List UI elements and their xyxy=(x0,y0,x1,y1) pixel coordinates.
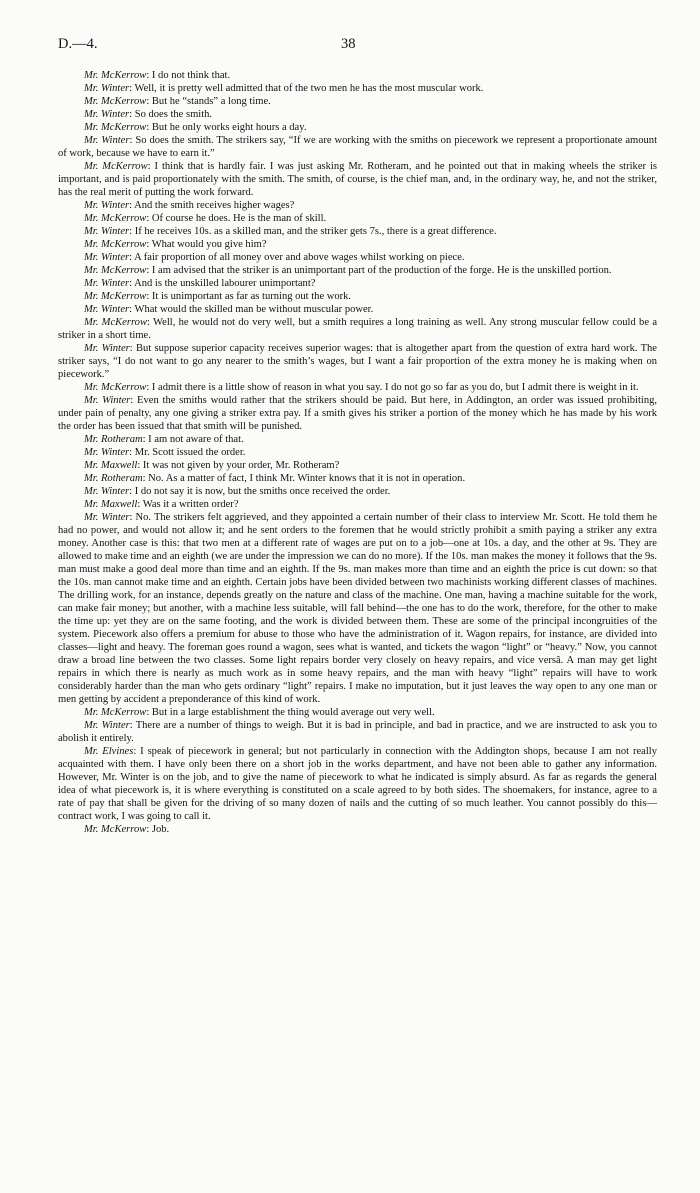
speaker-name: Mr. McKerrow xyxy=(84,96,147,107)
speech-text: I admit there is a little show of reason in what you say. I do not go so far as you do, but I admit there is weight in it. xyxy=(151,382,639,393)
speaker-name: Mr. Winter xyxy=(84,226,130,237)
transcript-paragraph: Mr. Winter: So does the smith. xyxy=(84,109,213,120)
speaker-name: Mr. Winter xyxy=(84,343,130,354)
transcript-paragraph: Mr. Winter: And is the unskilled labourer unimportant? xyxy=(84,278,316,289)
transcript-paragraph: Mr. McKerrow: But in a large establishment the thing would average out very well. xyxy=(84,707,435,718)
speaker-name: Mr. Winter xyxy=(84,200,130,211)
speaker-name: Mr. Winter xyxy=(84,447,130,458)
page-header xyxy=(58,36,657,58)
speech-text: I do not think that. xyxy=(151,70,231,81)
transcript-paragraph: Mr. Winter: I do not say it is now, but the smiths once received the order. xyxy=(84,486,391,497)
speech-text: No. As a matter of fact, I think Mr. Winter knows that it is not in operation. xyxy=(148,473,466,484)
speech-text: If he receives 10s. as a skilled man, and the striker gets 7s., there is a great difference. xyxy=(134,226,497,237)
transcript-paragraph: Mr. McKerrow: Of course he does. He is the man of skill. xyxy=(84,213,327,224)
transcript-paragraph: Mr. McKerrow: I think that is hardly fair. I was just asking Mr. Rotheram, and he pointed out that in making wheels the striker is important, and is paid proportionately with the smith. The smith, of course, is the chief man, and, in the ordinary way, he, and not the striker, has the real merit of putting the work forward. xyxy=(58,161,657,198)
transcript-paragraph: Mr. Maxwell: Was it a written order? xyxy=(84,499,239,510)
transcript-paragraph: Mr. Winter: If he receives 10s. as a skilled man, and the striker gets 7s., there is a great difference. xyxy=(84,226,497,237)
transcript-paragraph: Mr. Winter: So does the smith. The strikers say, “If we are working with the smiths on piecework we represent a proportionate amount of work, because we have to earn it.” xyxy=(58,135,657,159)
transcript-paragraph: Mr. Winter: A fair proportion of all money over and above wages whilst working on piece. xyxy=(84,252,465,263)
transcript-paragraph: Mr. Winter: Mr. Scott issued the order. xyxy=(84,447,246,458)
transcript-paragraph: Mr. Rotheram: I am not aware of that. xyxy=(84,434,244,445)
transcript-paragraph: Mr. McKerrow: But he only works eight hours a day. xyxy=(84,122,307,133)
speaker-name: Mr. McKerrow xyxy=(84,707,147,718)
speech-text: I do not say it is now, but the smiths once received the order. xyxy=(134,486,391,497)
transcript-paragraph: Mr. Winter: But suppose superior capacity receives superior wages: that is altogether apart from the question of extra hard work. The striker says, “I do not want to go any nearer to the smith’s wages, but I want a fair proportion of the extra money he is making when on piecework.” xyxy=(58,343,657,380)
speaker-name: Mr. McKerrow xyxy=(84,213,147,224)
speaker-name: Mr. Winter xyxy=(84,720,130,731)
transcript-paragraph: Mr. McKerrow: Job. xyxy=(84,824,170,835)
speech-text: What would the skilled man be without muscular power. xyxy=(134,304,374,315)
speech-text: Mr. Scott issued the order. xyxy=(134,447,246,458)
speaker-name: Mr. Winter xyxy=(84,278,130,289)
transcript-paragraph: Mr. McKerrow: But he “stands” a long time. xyxy=(84,96,271,107)
speech-text: Job. xyxy=(151,824,170,835)
speaker-name: Mr. McKerrow xyxy=(84,122,147,133)
speech-text: Well, it is pretty well admitted that of the two men he has the most muscular work. xyxy=(134,83,484,94)
speaker-name: Mr. Winter xyxy=(84,83,130,94)
speech-text: I speak of piecework in general; but not particularly in connection with the Addington shops, because I am not really acquainted with them. I have only been there on a short job in the works department, and have not been able to gather any information. However, Mr. Winter is on the job, and to give the name of piecework to what he indicated is simply absurd. As far as regards the general idea of what piecework is, it is where everything is constituted on a scale agreed to by both sides. The shoemakers, for instance, agree to a rate of pay that shall be given for the driving of so many dozen of nails and the cutting of so much leather. You cannot possibly do this—contract work, I was going to call it. xyxy=(58,746,657,822)
speaker-name: Mr. McKerrow xyxy=(84,824,147,835)
speech-text: It was not given by your order, Mr. Rotheram? xyxy=(142,460,340,471)
speech-text: And the smith receives higher wages? xyxy=(134,200,295,211)
speaker-name: Mr. Winter xyxy=(84,486,130,497)
transcript-paragraph: Mr. Elvines: I speak of piecework in general; but not particularly in connection with the Addington shops, because I am not really acquainted with them. I have only been there on a short job in the works department, and have not been able to gather any information. However, Mr. Winter is on the job, and to give the name of piecework to what he indicated is simply absurd. As far as regards the general idea of what piecework is, it is where everything is constituted on a scale agreed to by both sides. The shoemakers, for instance, agree to a rate of pay that shall be given for the driving of so many dozen of nails and the cutting of so much leather. You cannot possibly do this—contract work, I was going to call it. xyxy=(58,746,657,822)
page-number: 38 xyxy=(341,36,356,52)
transcript-body xyxy=(58,69,657,836)
speech-text: Was it a written order? xyxy=(142,499,239,510)
transcript-paragraph: Mr. Winter: What would the skilled man be without muscular power. xyxy=(84,304,374,315)
transcript-paragraph: Mr. Winter: And the smith receives higher wages? xyxy=(84,200,295,211)
speech-text: So does the smith. xyxy=(134,109,213,120)
speech-text: But suppose superior capacity receives superior wages: that is altogether apart from the question of extra hard work. The striker says, “I do not want to go any nearer to the smith’s wages, but I want a fair proportion of the extra money he is making when on piecework.” xyxy=(58,343,657,380)
speaker-name: Mr. McKerrow xyxy=(84,70,147,81)
transcript-paragraph: Mr. McKerrow: It is unimportant as far as turning out the work. xyxy=(84,291,352,302)
speaker-name: Mr. Maxwell xyxy=(84,499,138,510)
transcript-paragraph: Mr. McKerrow: I do not think that. xyxy=(84,70,231,81)
transcript-paragraph: Mr. McKerrow: What would you give him? xyxy=(84,239,267,250)
speech-text: It is unimportant as far as turning out the work. xyxy=(151,291,352,302)
document-code: D.—4. xyxy=(58,36,98,52)
speech-text: Well, he would not do very well, but a smith requires a long training as well. Any strong muscular fellow could be a striker in a short time. xyxy=(58,317,657,341)
speaker-name: Mr. Winter xyxy=(84,135,130,146)
speaker-name: Mr. McKerrow xyxy=(84,382,147,393)
speaker-name: Mr. Elvines xyxy=(84,746,134,757)
speaker-name: Mr. Winter xyxy=(84,252,130,263)
transcript-paragraph: Mr. Winter: Even the smiths would rather that the strikers should be paid. But here, in Addington, an order was issued prohibiting, under pain of penalty, any one giving a striker extra pay. If a smith gives his striker a portion of the money which he has made by his work the order has been issued that that smith will be punished. xyxy=(58,395,657,432)
speaker-name: Mr. McKerrow xyxy=(84,239,147,250)
speaker-name: Mr. McKerrow xyxy=(84,291,147,302)
speaker-name: Mr. Winter xyxy=(84,395,131,406)
speech-text: There are a number of things to weigh. But it is bad in principle, and bad in practice, and we are instructed to ask you to abolish it entirely. xyxy=(58,720,657,744)
speech-text: But he only works eight hours a day. xyxy=(151,122,307,133)
transcript-paragraph: Mr. McKerrow: Well, he would not do very well, but a smith requires a long training as well. Any strong muscular fellow could be a striker in a short time. xyxy=(58,317,657,341)
speaker-name: Mr. Maxwell xyxy=(84,460,138,471)
speech-text: What would you give him? xyxy=(151,239,267,250)
transcript-paragraph: Mr. McKerrow: I am advised that the striker is an unimportant part of the production of the forge. He is the unskilled portion. xyxy=(84,265,612,276)
speech-text: But in a large establishment the thing would average out very well. xyxy=(151,707,435,718)
transcript-paragraph: Mr. McKerrow: I admit there is a little show of reason in what you say. I do not go so far as you do, but I admit there is weight in it. xyxy=(84,382,639,393)
speaker-name: Mr. Rotheram xyxy=(84,434,143,445)
speaker-name: Mr. McKerrow xyxy=(84,317,147,328)
speech-text: But he “stands” a long time. xyxy=(151,96,271,107)
speech-text: Even the smiths would rather that the strikers should be paid. But here, in Addington, an order was issued prohibiting, under pain of penalty, any one giving a striker extra pay. If a smith gives his striker a portion of the money which he has made by his work the order has been issued that that smith will be punished. xyxy=(58,395,657,432)
transcript-paragraph: Mr. Winter: There are a number of things to weigh. But it is bad in principle, and bad in practice, and we are instructed to ask you to abolish it entirely. xyxy=(58,720,657,744)
transcript-paragraph: Mr. Winter: Well, it is pretty well admitted that of the two men he has the most muscular work. xyxy=(84,83,484,94)
speech-text: And is the unskilled labourer unimportant? xyxy=(134,278,316,289)
speech-text: I am advised that the striker is an unimportant part of the production of the forge. He is the unskilled portion. xyxy=(151,265,612,276)
speech-text: A fair proportion of all money over and above wages whilst working on piece. xyxy=(134,252,465,263)
transcript-paragraph: Mr. Rotheram: No. As a matter of fact, I think Mr. Winter knows that it is not in operation. xyxy=(84,473,466,484)
transcript-paragraph: Mr. Maxwell: It was not given by your order, Mr. Rotheram? xyxy=(84,460,340,471)
speech-text: So does the smith. The strikers say, “If we are working with the smiths on piecework we represent a proportionate amount of work, because we have to earn it.” xyxy=(58,135,657,159)
speaker-name: Mr. Rotheram xyxy=(84,473,143,484)
speaker-name: Mr. McKerrow xyxy=(84,265,147,276)
speaker-name: Mr. Winter xyxy=(84,304,130,315)
speech-text: Of course he does. He is the man of skill. xyxy=(151,213,327,224)
speaker-name: Mr. Winter xyxy=(84,109,130,120)
speaker-name: Mr. Winter xyxy=(84,512,130,523)
speech-text: I am not aware of that. xyxy=(148,434,244,445)
speech-text: I think that is hardly fair. I was just asking Mr. Rotheram, and he pointed out that in making wheels the striker is important, and is paid proportionately with the smith. The smith, of course, is the chief man, and, in the ordinary way, he, and not the striker, has the real merit of putting the work forward. xyxy=(58,161,657,198)
transcript-paragraph: Mr. Winter: No. The strikers felt aggrieved, and they appointed a certain number of their class to interview Mr. Scott. He told them he had no power, and would not allow it; and he sent orders to the foremen that he would strictly prohibit a smith paying a striker any extra money. Another case is this: that two men at a different rate of wages are put on to a job—one at 10s. a day, and the other at 9s. They are allowed to make time and an eighth (we are under the impression we can do no more). If the 10s. man makes the money it follows that the 9s. man must make a good deal more than time and an eighth. If the 9s. man makes more than time and an eighth the price is cut down: so that the 10s. man cannot make time and an eighth. Certain jobs have been divided between two machinists working different classes of machines. The drilling work, for an instance, depends greatly on the nature and class of the machine. One man, having a machine suitable for the work, can make fair money; but another, with a machine less suitable, will fall behind—the one has to do the work, therefore, for the other to make the time up: yet they are on the same footing, and the work is divided between them. These are some of the principal incongruities of the system. Piecework also offers a premium for abuse to those who have the administration of it. Wagon repairs, for instance, are divided into classes—light and heavy. The foreman goes round a wagon, sees what is wanted, and tickets the wagon “light” or “heavy.” Now, you cannot draw a broad line between the two classes. Some light repairs border very closely on heavy repairs, and vice versâ. A man may get light repairs in which there is nearly as much work as in some heavy repairs, and the man with heavy “light” repairs will have to work considerably harder than the man who gets ordinary “light” repairs. I make no imputation, but it just leaves the way open to any one man or men getting by accident a preponderance of this kind of work. xyxy=(58,512,657,705)
speaker-name: Mr. McKerrow xyxy=(84,161,148,172)
speech-text: No. The strikers felt aggrieved, and they appointed a certain number of their class to interview Mr. Scott. He told them he had no power, and would not allow it; and he sent orders to the foremen that he would strictly prohibit a smith paying a striker any extra money. Another case is this: that two men at a different rate of wages are put on to a job—one at 10s. a day, and the other at 9s. They are allowed to make time and an eighth (we are under the impression we can do no more). If the 10s. man makes the money it follows that the 9s. man must make a good deal more than time and an eighth. If the 9s. man makes more than time and an eighth the price is cut down: so that the 10s. man cannot make time and an eighth. Certain jobs have been divided between two machinists working different classes of machines. The drilling work, for an instance, depends greatly on the nature and class of the machine. One man, having a machine suitable for the work, can make fair money; but another, with a machine less suitable, will fall behind—the one has to do the work, therefore, for the other to make the time up: yet they are on the same footing, and the work is divided between them. These are some of the principal incongruities of the system. Piecework also offers a premium for abuse to those who have the administration of it. Wagon repairs, for instance, are divided into classes—light and heavy. The foreman goes round a wagon, sees what is wanted, and tickets the wagon “light” or “heavy.” Now, you cannot draw a broad line between the two classes. Some light repairs border very closely on heavy repairs, and vice versâ. A man may get light repairs in which there is nearly as much work as in some heavy repairs, and the man with heavy “light” repairs will have to work considerably harder than the man who gets ordinary “light” repairs. I make no imputation, but it just leaves the way open to any one man or men getting by accident a preponderance of this kind of work. xyxy=(58,512,657,705)
